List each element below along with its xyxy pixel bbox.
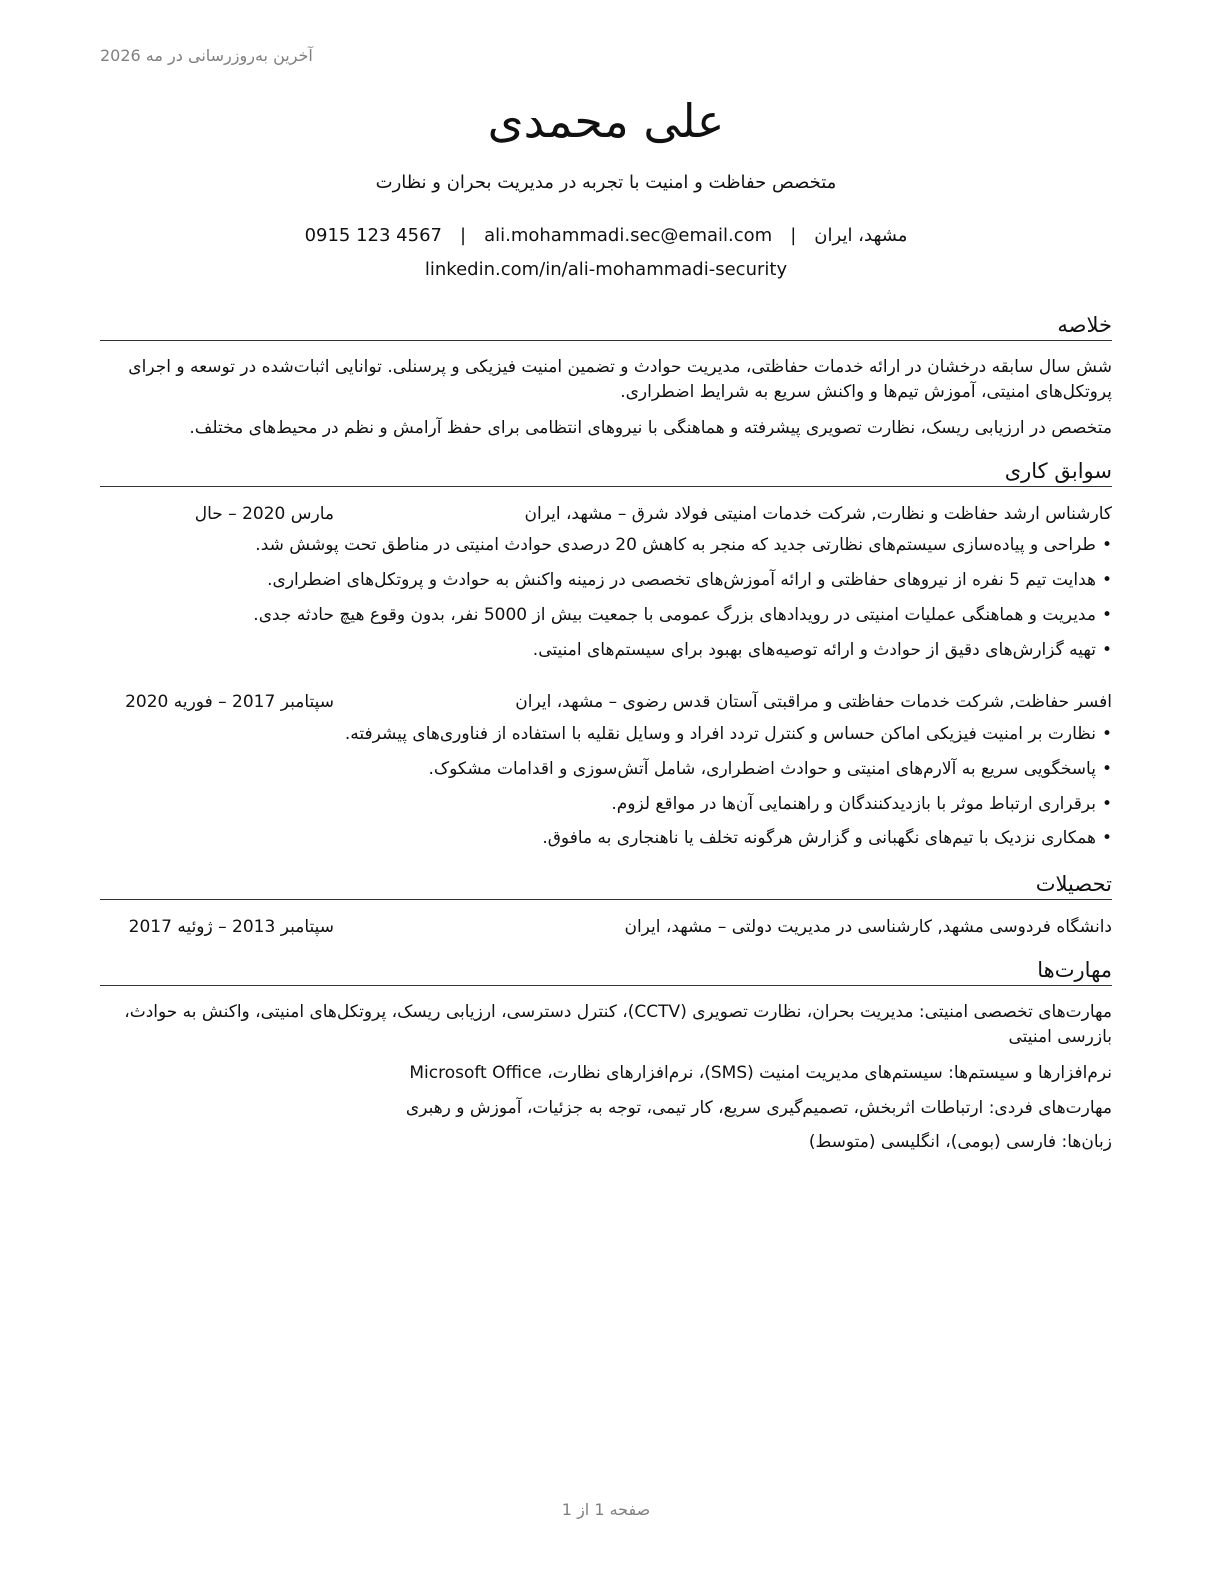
skills-line: زبان‌ها: فارسی (بومی)، انگلیسی (متوسط): [808, 1132, 1112, 1152]
job-bullet: [100, 637, 1112, 663]
bullet-marker: •: [1101, 535, 1112, 555]
contact-linkedin[interactable]: linkedin.com/in/ali-mohammadi-security: [424, 259, 788, 280]
skills-line: مهارت‌های تخصصی امنیتی: مدیریت بحران، نظارت تصویری (CCTV)، کنترل دسترسی، ارزیابی ریسک، پروتکل‌های امنیتی، واکنش به حوادث، بازرسی امنیتی: [124, 1002, 1112, 1047]
job-bullet: [100, 721, 1112, 747]
contact-separator: |: [460, 225, 467, 246]
contact-line: [100, 222, 1112, 250]
skills-line: نرم‌افزارها و سیستم‌ها: سیستم‌های مدیریت امنیت (SMS)، نرم‌افزارهای نظارت، Microsoft Office: [409, 1063, 1112, 1083]
job-dates: مارس 2020 – حال: [194, 504, 334, 524]
summary-paragraph: شش سال سابقه درخشان در ارائه خدمات حفاظتی، مدیریت حوادث و تضمین امنیت فیزیکی و پرسنلی. توانایی اثبات‌شده در توسعه و اجرای پروتکل‌های امنیتی، آموزش تیم‌ها و واکنش سریع به شرایط اضطراری.: [128, 357, 1112, 402]
education-dates: سپتامبر 2013 – ژوئیه 2017: [128, 917, 334, 937]
job-bullet: [100, 602, 1112, 628]
bullet-text: هدایت تیم 5 نفره از نیروهای حفاظتی و ارائه آموزش‌های تخصصی در زمینه واکنش به حوادث و پروتکل‌های اضطراری.: [267, 570, 1096, 590]
job-bullet: [100, 756, 1112, 782]
bullet-marker: •: [1101, 794, 1112, 814]
bullet-text: پاسخگویی سریع به آلارم‌های امنیتی و حوادث اضطراری، شامل آتش‌سوزی و اقدامات مشکوک.: [428, 759, 1096, 779]
bullet-text: نظارت بر امنیت فیزیکی اماکن حساس و کنترل تردد افراد و وسایل نقلیه با استفاده از فناوری‌های پیشرفته.: [344, 724, 1096, 744]
contact-location: مشهد، ایران: [814, 225, 908, 246]
experience-heading: سوابق کاری: [100, 457, 1112, 487]
education-title: دانشگاه فردوسی مشهد, کارشناسی در مدیریت دولتی – مشهد، ایران: [624, 917, 1112, 937]
job-bullet: [100, 532, 1112, 558]
bullet-text: مدیریت و هماهنگی عملیات امنیتی در رویدادهای بزرگ عمومی با جمعیت بیش از 5000 نفر، بدون وقوع هیچ حادثه جدی.: [253, 605, 1096, 625]
bullet-text: برقراری ارتباط موثر با بازدیدکنندگان و راهنمایی آن‌ها در مواقع لزوم.: [611, 794, 1096, 814]
job-dates: سپتامبر 2017 – فوریه 2020: [125, 692, 334, 712]
contact-separator: |: [790, 225, 797, 246]
job-bullet: [100, 567, 1112, 593]
job-header: [100, 689, 1112, 715]
job-title: افسر حفاظت, شرکت خدمات حفاظتی و مراقبتی آستان قدس رضوی – مشهد، ایران: [515, 692, 1112, 712]
candidate-name: علی محمدی: [487, 94, 725, 148]
bullet-text: تهیه گزارش‌های دقیق از حوادث و ارائه توصیه‌های بهبود برای سیستم‌های امنیتی.: [532, 640, 1096, 660]
skills-line: مهارت‌های فردی: ارتباطات اثربخش، تصمیم‌گیری سریع، کار تیمی، توجه به جزئیات، آموزش و رهبری: [405, 1098, 1112, 1118]
bullet-marker: •: [1101, 605, 1112, 625]
bullet-marker: •: [1101, 724, 1112, 744]
job-header: [100, 501, 1112, 527]
bullet-text: همکاری نزدیک با تیم‌های نگهبانی و گزارش هرگونه تخلف یا ناهنجاری به مافوق.: [542, 828, 1096, 848]
summary-heading: خلاصه: [100, 311, 1112, 341]
education-heading: تحصیلات: [100, 870, 1112, 900]
bullet-text: طراحی و پیاده‌سازی سیستم‌های نظارتی جدید که منجر به کاهش 20 درصدی حوادث امنیتی در مناطق تحت پوشش شد.: [255, 535, 1096, 555]
job-title: کارشناس ارشد حفاظت و نظارت, شرکت خدمات امنیتی فولاد شرق – مشهد، ایران: [524, 504, 1112, 524]
contact-phone: 0915 123 4567: [304, 225, 442, 246]
bullet-marker: •: [1101, 570, 1112, 590]
summary-paragraph: متخصص در ارزیابی ریسک، نظارت تصویری پیشرفته و هماهنگی با نیروهای انتظامی برای حفظ آرامش و نظم در محیط‌های مختلف.: [189, 418, 1112, 438]
page-number: صفحه 1 از 1: [561, 1500, 651, 1519]
candidate-tagline: متخصص حفاظت و امنیت با تجربه در مدیریت بحران و نظارت: [375, 172, 837, 193]
bullet-marker: •: [1101, 759, 1112, 779]
contact-email[interactable]: ali.mohammadi.sec@email.com: [484, 225, 773, 246]
resume-page: [100, 0, 1112, 1584]
last-updated-note: آخرین به‌روزرسانی در مه 2026: [100, 46, 313, 65]
skills-heading: مهارت‌ها: [100, 956, 1112, 986]
education-entry: [100, 914, 1112, 940]
job-bullet: [100, 825, 1112, 851]
bullet-marker: •: [1101, 640, 1112, 660]
bullet-marker: •: [1101, 828, 1112, 848]
job-bullet: [100, 791, 1112, 817]
